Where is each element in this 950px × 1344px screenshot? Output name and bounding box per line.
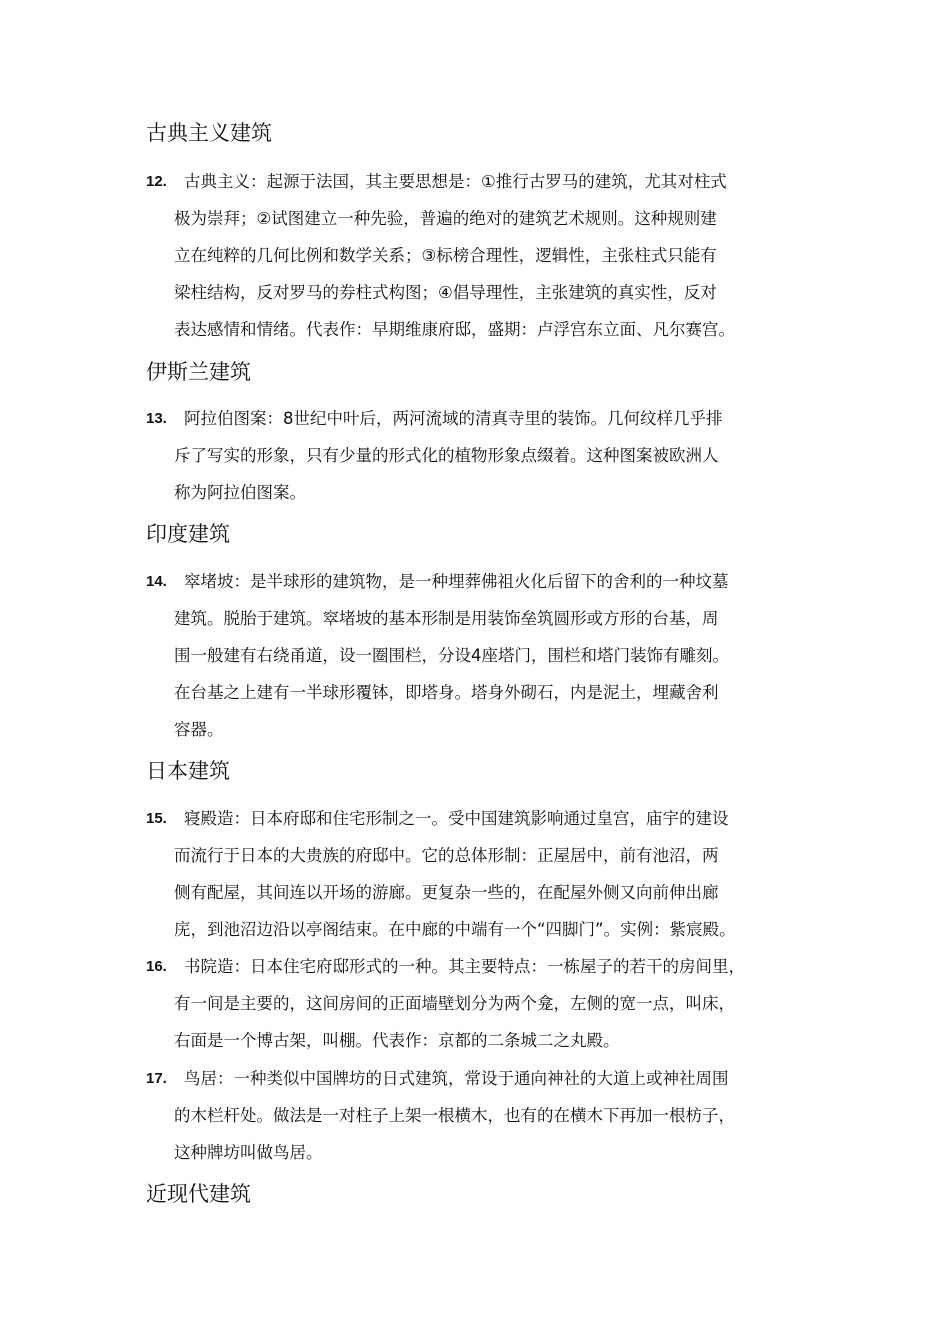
item-text-line: 称为阿拉伯图案。 — [174, 483, 306, 502]
item-number: 12. — [146, 173, 167, 190]
item-text-line: 鸟居：一种类似中国牌坊的日式建筑，常设于通向神社的大道上或神社周围 — [184, 1069, 729, 1088]
item-text-line: 庑，到池沼边沿以亭阁结束。在中廊的中端有一个“四脚门”。实例：紫宸殿。 — [174, 920, 736, 939]
item-number: 15. — [146, 810, 167, 827]
item-text-line: 的木栏杆处。做法是一对柱子上架一根横木，也有的在横木下再加一根枋子， — [174, 1106, 735, 1125]
list-item — [146, 948, 808, 1059]
item-text-line: 极为崇拜；②试图建立一种先验，普遍的绝对的建筑艺术规则。这种规则建 — [174, 209, 717, 228]
section-heading: 伊斯兰建筑 — [146, 360, 251, 384]
list-item — [146, 800, 808, 948]
section-heading: 印度建筑 — [146, 522, 230, 546]
item-text-line: 窣堵坡：是半球形的建筑物，是一种埋葬佛祖火化后留下的舍利的一种坟墓 — [184, 572, 729, 591]
section-heading: 日本建筑 — [146, 759, 230, 783]
item-text-line: 立在纯粹的几何比例和数学关系；③标榜合理性，逻辑性，主张柱式只能有 — [174, 246, 717, 265]
item-text-line: 表达感情和情绪。代表作：早期维康府邸，盛期：卢浮宫东立面、凡尔赛宫。 — [174, 320, 735, 339]
item-text-line: 右面是一个博古架，叫棚。代表作：京都的二条城二之丸殿。 — [174, 1031, 620, 1050]
section-heading: 古典主义建筑 — [146, 121, 272, 145]
item-text-line: 古典主义：起源于法国，其主要思想是：①推行古罗马的建筑，尤其对柱式 — [184, 172, 727, 191]
list-item — [146, 563, 808, 748]
item-text-line: 在台基之上建有一半球形覆钵，即塔身。塔身外砌石，内是泥土，埋藏舍利 — [174, 683, 719, 702]
list-item — [146, 1060, 808, 1171]
item-text-line: 侧有配屋，其间连以开场的游廊。更复杂一些的，在配屋外侧又向前伸出廊 — [174, 883, 719, 902]
item-number: 14. — [146, 573, 167, 590]
item-text-line: 而流行于日本的大贵族的府邸中。它的总体形制：正屋居中，前有池沼，两 — [174, 846, 719, 865]
item-text-line: 容器。 — [174, 720, 224, 739]
item-number: 17. — [146, 1070, 167, 1087]
item-text-line: 这种牌坊叫做鸟居。 — [174, 1143, 323, 1162]
item-text-line: 阿拉伯图案：8世纪中叶后，两河流域的清真寺里的装饰。几何纹样几乎排 — [184, 409, 723, 428]
item-number: 13. — [146, 410, 167, 427]
item-text-line: 斥了写实的形象，只有少量的形式化的植物形象点缀着。这种图案被欧洲人 — [174, 446, 719, 465]
list-item — [146, 400, 808, 511]
item-text-line: 建筑。脱胎于建筑。窣堵坡的基本形制是用装饰垒筑圆形或方形的台基，周 — [174, 609, 719, 628]
item-text-line: 梁柱结构，反对罗马的券柱式构图；④倡导理性，主张建筑的真实性，反对 — [174, 283, 717, 302]
item-text-line: 围一般建有右绕甬道，设一圈围栏，分设4座塔门，围栏和塔门装饰有雕刻。 — [174, 646, 729, 665]
item-text-line: 寝殿造：日本府邸和住宅形制之一。受中国建筑影响通过皇宫，庙宇的建设 — [184, 809, 729, 828]
section-heading: 近现代建筑 — [146, 1182, 251, 1206]
list-item — [146, 163, 808, 348]
item-text-line: 有一间是主要的，这间房间的正面墙壁划分为两个龛，左侧的宽一点，叫床， — [174, 994, 735, 1013]
item-text-line: 书院造：日本住宅府邸形式的一种。其主要特点：一栋屋子的若干的房间里， — [184, 957, 745, 976]
item-number: 16. — [146, 958, 167, 975]
